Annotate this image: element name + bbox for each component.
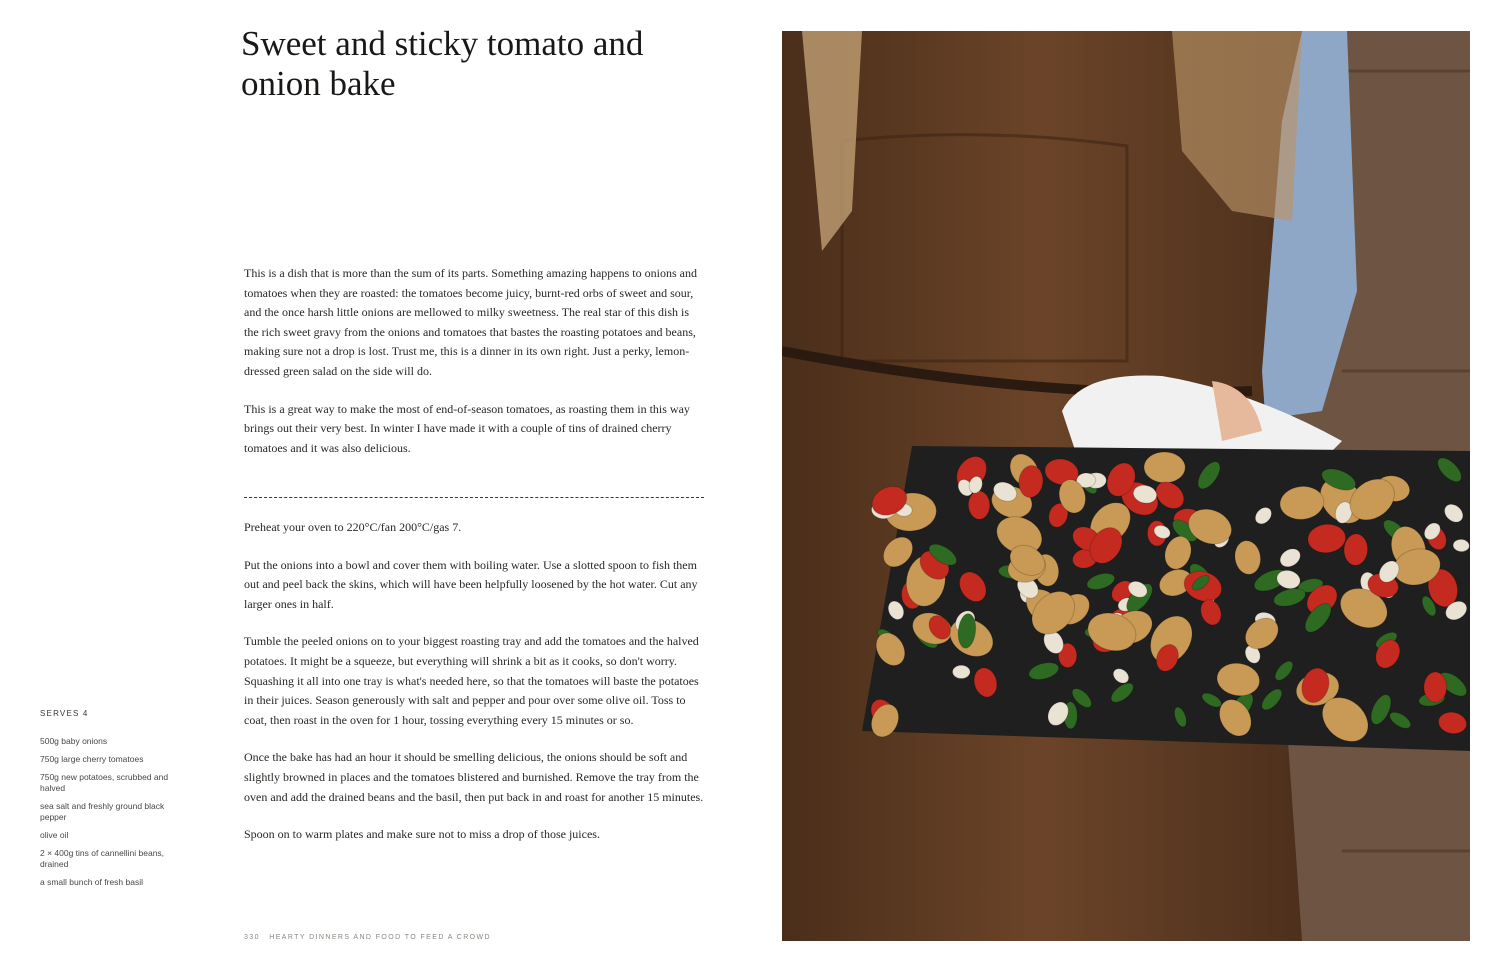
ingredient-item: 750g large cherry tomatoes [40,754,144,764]
photo-illustration [782,31,1470,941]
section-divider [244,497,704,498]
ingredient-item: a small bunch of fresh basil [40,877,143,887]
section-name: HEARTY DINNERS AND FOOD TO FEED A CROWD [269,934,491,941]
bean [953,665,971,678]
ingredient-item: 750g new potatoes, scrubbed and halved [40,772,169,793]
ingredient-item: 500g baby onions [40,736,108,746]
intro-paragraph: This is a dish that is more than the sum of its parts. Something amazing happens to onions and tomatoes when they are roasted: the tomatoes become juicy, burnt-red orbs of sweet and sour, and the once harsh little onions are mellowed to milky sweetness. The real star of this dish is the rich sweet gravy from the onions and tomatoes that bastes the roasting potatoes and beans, making sure not a drop is lost. Trust me, this is a dinner in its own right. Just a perky, lemon-dressed green salad on the side will do. [244,266,697,378]
method-step: Preheat your oven to 220°C/fan 200°C/gas 7. [244,520,462,534]
tomato [1424,672,1447,702]
serves-label: SERVES 4 [40,709,89,718]
method-step: Spoon on to warm plates and make sure not to miss a drop of those juices. [244,827,600,842]
tomato [968,491,990,520]
ingredient-item: 2 × 400g tins of cannellini beans, drained [40,848,165,869]
intro-paragraph: This is a great way to make the most of end-of-season tomatoes, as roasting them in this way brings out their very best. In winter I have made it with a couple of tins of drained cherry tomatoes and it was also delicious. [244,401,690,455]
method-step: Put the onions into a bowl and cover them with boiling water. Use a slotted spoon to fish them out and peel back the skins, which will have been helpfully loosened by the hot water. Cut any larger ones in half. [244,557,698,611]
ingredient-item: sea salt and freshly ground black pepper [40,801,165,822]
ingredient-item: olive oil [40,830,69,840]
potato [1144,452,1186,484]
page-title: Sweet and sticky tomato and onion bake [241,24,644,103]
method-step: Once the bake has had an hour it should be smelling delicious, the onions should be soft and slightly browned in places and the tomatoes blistered and burnished. Remove the tray from the oven and add the drained beans and the basil, then put back in and roast for another 15 minutes. [244,750,704,804]
page-number: 330 [244,934,260,941]
method-text [244,518,706,863]
page-footer [244,934,704,941]
recipe-photo [782,31,1470,941]
intro-text [244,264,706,476]
ingredients-sidebar [40,709,190,895]
ingredients-list [40,736,190,888]
method-step: Tumble the peeled onions on to your biggest roasting tray and add the tomatoes and the halved potatoes. It might be a squeeze, but everything will shrink a bit as it cooks, so don't worry. Squashing it all into one tray is what's needed here, so that the tomatoes will baste the potatoes in their juices. Season generously with salt and pepper and pour over some olive oil. Toss to coat, then roast in the oven for 1 hour, tossing everything every 15 minutes or so. [244,634,699,727]
